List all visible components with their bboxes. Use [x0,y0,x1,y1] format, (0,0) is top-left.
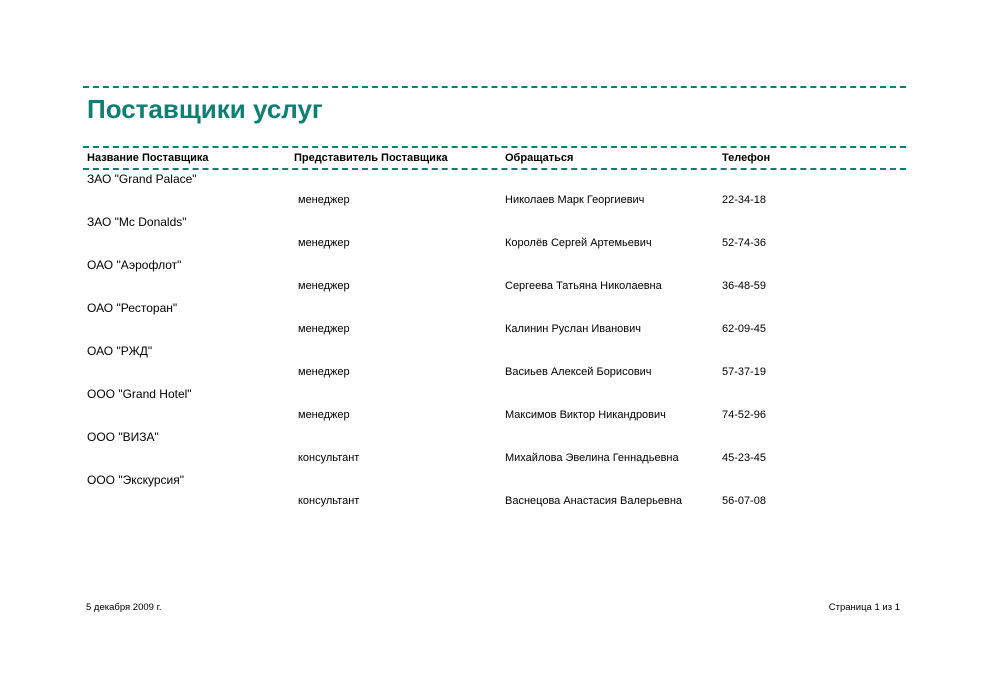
contact-person: Васнецова Анастасия Валерьевна [505,495,683,507]
report-date: 5 декабря 2009 г. [86,602,162,613]
supplier-group [83,256,906,299]
title-top-rule [83,86,906,88]
representative-role: менеджер [298,280,350,292]
phone-number: 62-09-45 [722,323,767,335]
representative-role: менеджер [298,323,350,335]
column-header-contact: Обращаться [505,152,574,164]
column-header-representative: Представитель Поставщика [294,152,448,164]
supplier-group [83,213,906,256]
representative-role: консультант [298,495,360,507]
supplier-group [83,170,906,213]
supplier-name: ЗАО "Grand Palace" [87,172,197,186]
supplier-name: ООО "Grand Hotel" [87,387,192,401]
phone-number: 57-37-19 [722,366,767,378]
representative-role: консультант [298,452,360,464]
supplier-list [83,170,906,514]
supplier-group [83,471,906,514]
contact-person: Михайлова Эвелина Геннадьевна [505,452,679,464]
contact-person: Николаев Марк Георгиевич [505,194,645,206]
supplier-group [83,385,906,428]
supplier-group [83,299,906,342]
supplier-group [83,428,906,471]
phone-number: 74-52-96 [722,409,767,421]
representative-role: менеджер [298,237,350,249]
report [83,86,906,514]
supplier-name: ООО "ВИЗА" [87,430,159,444]
representative-role: менеджер [298,194,350,206]
supplier-name: ЗАО "Mc Donalds" [87,215,187,229]
column-header-row [83,148,906,168]
page-number: Страница 1 из 1 [828,602,900,613]
contact-person: Максимов Виктор Никандрович [505,409,666,421]
phone-number: 52-74-36 [722,237,767,249]
supplier-name: ОАО "РЖД" [87,344,153,358]
column-header-supplier: Название Поставщика [87,152,209,164]
phone-number: 22-34-18 [722,194,767,206]
column-header-phone: Телефон [722,152,771,164]
report-title: Поставщики услуг [87,94,323,124]
supplier-name: ОАО "Аэрофлот" [87,258,182,272]
supplier-name: ОАО "Ресторан" [87,301,178,315]
phone-number: 45-23-45 [722,452,767,464]
contact-person: Калинин Руслан Иванович [505,323,641,335]
representative-role: менеджер [298,409,350,421]
phone-number: 56-07-08 [722,495,767,507]
phone-number: 36-48-59 [722,280,767,292]
supplier-name: ООО "Экскурсия" [87,473,184,487]
contact-person: Васиьев Алексей Борисович [505,366,652,378]
supplier-group [83,342,906,385]
representative-role: менеджер [298,366,350,378]
contact-person: Сергеева Татьяна Николаевна [505,280,662,292]
contact-person: Королёв Сергей Артемьевич [505,237,652,249]
